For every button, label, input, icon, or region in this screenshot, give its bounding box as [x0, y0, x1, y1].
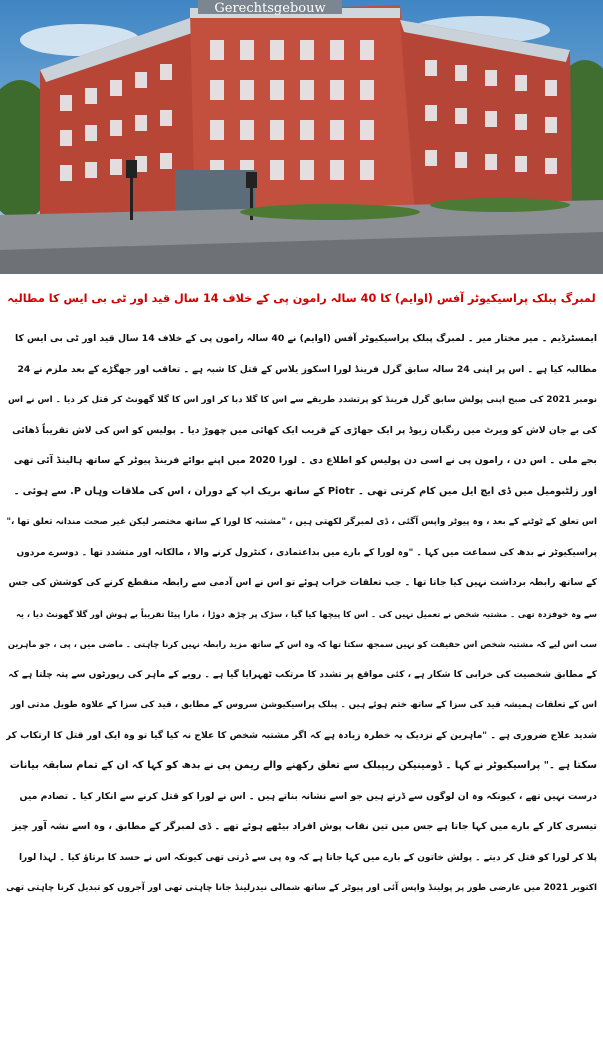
article-line: درست نہیں تھے ، کیونکہ وہ ان لوگوں سے ڈرتے ہیں جو اسے نشانہ بناتے ہیں ۔ اس نے لورا کو قتل کرنے سے انکار کیا ۔ تصادم میں [19, 790, 597, 802]
article-line: پلا کر لورا کو قتل کر دیتے ۔ پولش خاتون کے بارے میں کہا جاتا ہے کہ وہ پی سے ڈرتی تھی کیونکہ اس نے حسد کا برتاؤ کیا ۔ لہذا لورا [18, 852, 597, 863]
article-line: کی بے جان لاش کو ویرٹ میں رنگبان زیوڈ پر ایک جھاڑی کے قریب ایک کھائی میں چھوڑ دیا ۔ پولیس کو اس کی لاش تقریباً ڈھائی [12, 424, 597, 436]
article-line: سکتا ہے ۔" پراسیکیوٹر نے کہا ۔ ڈومینیکن ریپبلک سے تعلق رکھنے والے ریمن پی نے بدھ کو کہا کہ ان کے تمام سابقہ ​​بیانات [9, 760, 597, 771]
article-line: اور زلٹبومیل میں ڈی ایچ ایل میں کام کرتی تھی ۔ Piotr کے ساتھ بریک اپ کے دوران ، اس کی ملاقات وہاں P. سے ہوئی ۔ [13, 485, 597, 497]
courthouse-photo [0, 0, 603, 274]
article-line: سب اس لیے کہ مشتبہ شخص اس حقیقت کو نہیں سمجھ سکتا تھا کہ وہ اس کے ساتھ مزید رابطہ نہیں کرنا چاہتی ۔ ماضی میں ، پی ، جو ماہرین [7, 639, 597, 649]
article-line: اس کے تعلقات ہمیشہ قید کی سزا کے ساتھ ختم ہوئے ہیں ۔ پبلک پراسیکیوشن سروس کے مطابق ، قید کی سزا کے علاوہ طویل مدتی اور [10, 700, 597, 710]
article-line: سے وہ خوفزدہ تھی ۔ مشتبہ شخص نے تعمیل نہیں کی ۔ اس کا پیچھا کیا گیا ، سڑک پر چڑھ دوڑا ، مارا پیٹا تقریباً بے ہوش اور گلا گھونٹ دیا ، یہ [16, 608, 597, 619]
article-line: شدید علاج ضروری ہے ۔ "ماہرین کے نزدیک یہ خطرہ زیادہ ہے کہ اگر مشتبہ شخص کا علاج نہ کیا گیا تو وہ ایک اور قتل کا ارتکاب کر [6, 729, 597, 741]
article-line: بجے ملی ۔ اس دن ، رامون پی نے اسی دن پولیس کو اطلاع دی ۔ لورا 2020 میں اپنے بوائے فرینڈ پیوٹر کے ساتھ ہالینڈ آئی تھی [13, 455, 597, 466]
article-line: اکتوبر 2021 میں عارضی طور پر پولینڈ واپس آئی اور پیوٹر کے ساتھ شمالی نیدرلینڈ جانا چاہتی تھی اور آجروں کو تبدیل کرنا چاہتی تھی [6, 883, 597, 893]
article-line: نومبر 2021 کی صبح اپنی پولش سابق گرل فرینڈ کو پرتشدد طریقے سے اس کا گلا دبا کر اور اس کا گلا گھونٹ کر قتل کر دیا ۔ اس نے اس [7, 395, 597, 405]
article-line: کے مطابق شخصیت کی خرابی کا شکار ہے ، کئی مواقع پر تشدد کا مرتکب ٹھہرایا گیا ہے ۔ رویے کے ماہر کی رپورٹوں سے پتہ چلتا ہے کہ [8, 669, 597, 680]
article-line: تیسری کار کے بارے میں کہا جاتا ہے جس میں تین نقاب پوش افراد بیٹھے ہوئے تھے ۔ ڈی لمبرگر کے مطابق ، وہ اسے نشہ آور چیز [12, 821, 597, 832]
building-sign: Gerechtsgebouw [214, 1, 326, 16]
article-line: اس تعلق کے ٹوٹنے کے بعد ، وہ پیوٹر واپس آگئی ، ڈی لمبرگر لکھتی ہیں ، "مشتبہ کا لورا کے ساتھ مختصر لیکن غیر صحت مندانہ تعلق تھا ،" [6, 517, 597, 527]
article-line: ایمسٹرڈیم ۔ میر مختار میر ۔ لمبرگ پبلک پراسیکیوٹر آفس (اوایم) نے 40 سالہ رامون پی کے خلاف 14 سال قید اور ٹی بی ایس کا [14, 333, 597, 344]
article-line: مطالبہ کیا ہے ۔ اس پر اپنی 24 سالہ سابق گرل فرینڈ لورا اسکوز یلاس کے قتل کا شبہ ہے ۔ تعاقب اور جھگڑے کے بعد ملزم نے 24 [17, 363, 597, 375]
article-line: کے ساتھ رابطہ برداشت نہیں کیا جاتا تھا ۔ جب تعلقات خراب ہوئے تو اس نے اس آدمی سے رابطہ منقطع کرنے کی کوشش کی جس [8, 577, 597, 588]
article-line: پراسیکیوٹر نے بدھ کی سماعت میں کہا ۔ "وہ لورا کے بارے میں بداعتمادی ، کنٹرول کرنے والا ، مالکانہ اور متشدد تھا ۔ دوسرے مردوں [16, 547, 597, 558]
article-body [6, 324, 597, 1046]
headline: لمبرگ پبلک پراسیکیوٹر آفس (اوایم) کا 40 سالہ رامون پی کے خلاف 14 سال قید اور ٹی بی ایس کا مطالبہ [7, 292, 596, 305]
